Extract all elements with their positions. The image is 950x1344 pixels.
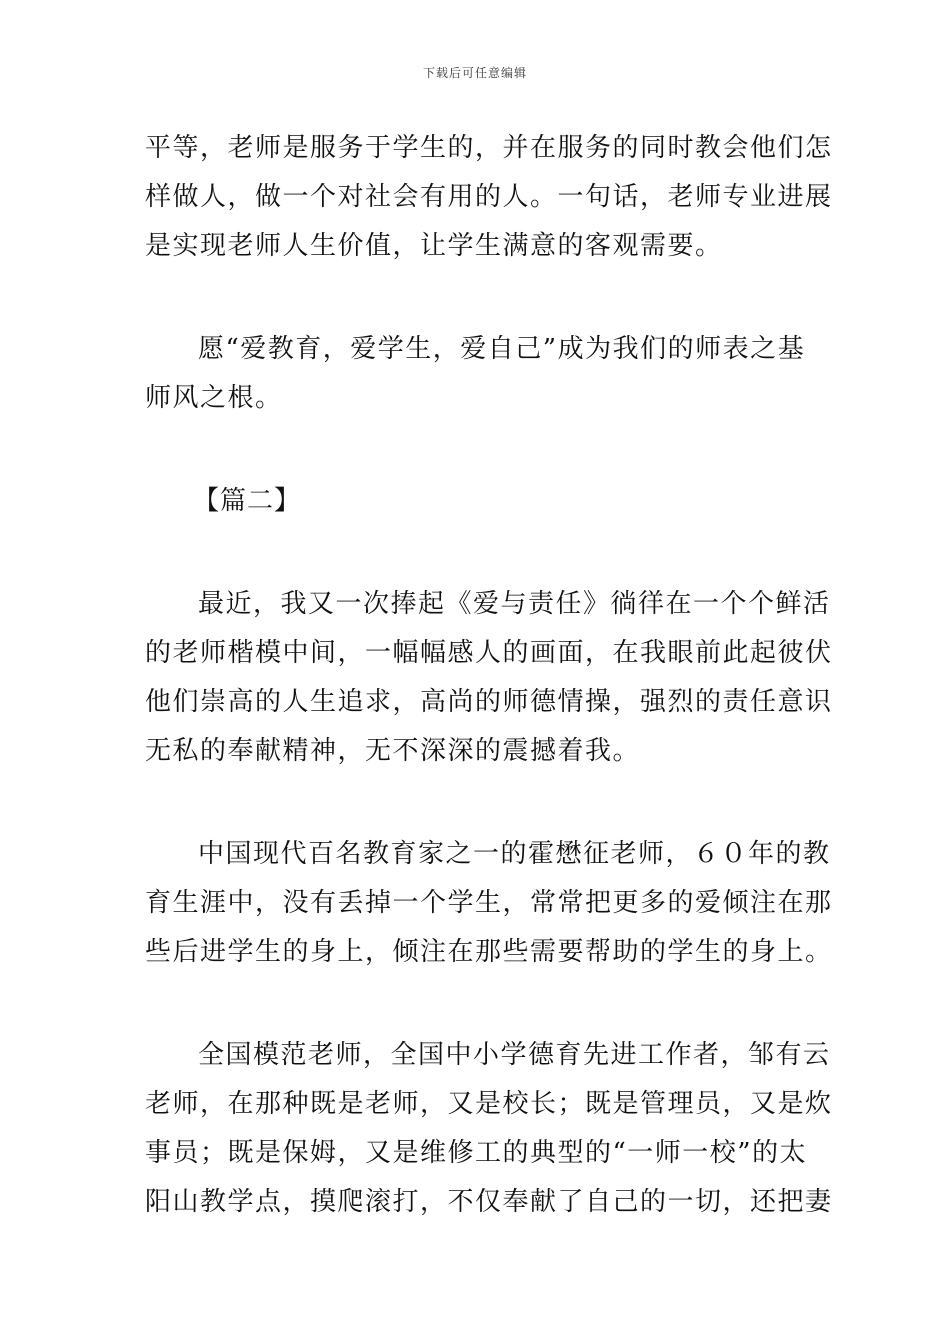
text-line: 中国现代百名教育家之一的霍懋征老师，６０年的教 (198, 839, 831, 869)
text-line: 他们崇高的人生追求，高尚的师德情操，强烈的责任意识 (145, 687, 833, 717)
text-line: 全国模范老师，全国中小学德育先进工作者，邹有云 (198, 1040, 831, 1070)
text-line: 师风之根。 (145, 383, 283, 413)
text-line: 愿“爱教育，爱学生，爱自己”成为我们的师表之基 (198, 334, 806, 364)
text-line: 样做人，做一个对社会有用的人。一句话，老师专业进展 (145, 182, 833, 212)
paragraph-wish (145, 325, 807, 423)
text-line: 阳山教学点，摸爬滚打，不仅奉献了自己的一切，还把妻 (145, 1187, 833, 1217)
paragraph-huo-maozheng (145, 830, 833, 977)
text-line: 育生涯中，没有丢掉一个学生，常常把更多的爱倾注在那 (145, 888, 833, 918)
paragraph-reading (145, 580, 833, 776)
text-line: 老师，在那种既是老师，又是校长；既是管理员，又是炊 (145, 1089, 833, 1119)
text-line: 平等，老师是服务于学生的，并在服务的同时教会他们怎 (145, 133, 833, 163)
text-line: 无私的奉献精神，无不深深的震撼着我。 (145, 736, 641, 766)
paragraph-continuation (145, 124, 833, 271)
text-line: 些后进学生的身上，倾注在那些需要帮助的学生的身上。 (145, 937, 833, 967)
text-line: 是实现老师人生价值，让学生满意的客观需要。 (145, 231, 723, 261)
text-line: 事员；既是保姆，又是维修工的典型的“一师一校”的太 (145, 1138, 808, 1168)
section-heading: 【篇二】 (193, 486, 302, 516)
text-line: 最近，我又一次捧起《爱与责任》徜徉在一个个鲜活 (198, 589, 831, 619)
text-line: 的老师楷模中间，一幅幅感人的画面，在我眼前此起彼伏 (145, 638, 833, 668)
page-header: 下载后可任意编辑 (422, 66, 527, 80)
document-body (145, 124, 833, 1281)
paragraph-zou-youyun (145, 1031, 833, 1227)
